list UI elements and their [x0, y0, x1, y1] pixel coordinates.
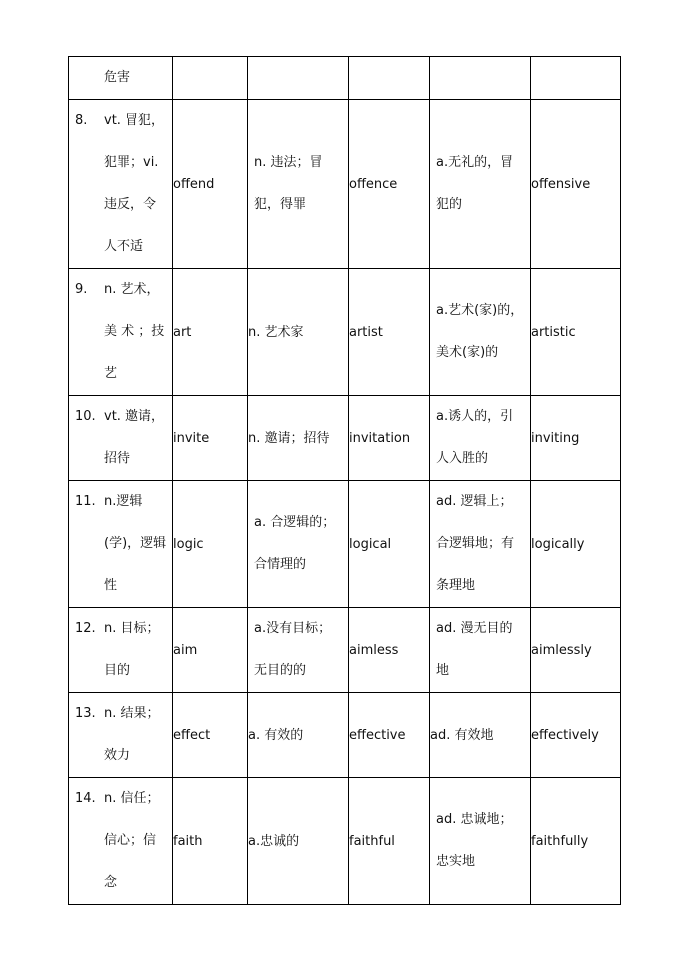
adj-adv-meaning-cell	[430, 396, 531, 481]
word-cell: faith	[173, 778, 248, 905]
derived-meaning-cell	[248, 57, 349, 100]
row-number: 8.	[75, 113, 88, 128]
adj-adv-word-cell: effectively	[531, 693, 621, 778]
table-row	[69, 608, 621, 693]
adj-adv-word-cell: offensive	[531, 100, 621, 269]
row-number: 9.	[75, 282, 88, 297]
adj-adv-meaning-cell	[430, 269, 531, 396]
adj-adv-meaning-text: a.无礼的，冒犯的	[436, 155, 514, 212]
meaning-cell	[69, 481, 173, 608]
derived-word-cell: offence	[349, 100, 430, 269]
table-row	[69, 269, 621, 396]
adj-adv-word-cell	[531, 57, 621, 100]
meaning-text: vt. 邀请，招待	[104, 409, 165, 466]
row-number: 10.	[75, 409, 96, 424]
adj-adv-meaning-cell	[430, 481, 531, 608]
meaning-cell	[69, 778, 173, 905]
meaning-cell	[69, 57, 173, 100]
table-row-continuation	[69, 57, 621, 100]
meaning-cell	[69, 693, 173, 778]
meaning-text: 危害	[104, 70, 131, 85]
derived-meaning-cell: n. 艺术家	[248, 269, 349, 396]
adj-adv-word-cell: logically	[531, 481, 621, 608]
adj-adv-word-cell: faithfully	[531, 778, 621, 905]
derived-meaning-cell	[248, 481, 349, 608]
row-number: 12.	[75, 621, 96, 636]
derived-meaning-cell	[248, 608, 349, 693]
derived-meaning-text: a. 合逻辑的；合情理的	[254, 515, 336, 572]
table-row	[69, 100, 621, 269]
derived-word-cell: logical	[349, 481, 430, 608]
adj-adv-meaning-text: a.诱人的，引人入胜的	[436, 409, 514, 466]
derived-word-cell: aimless	[349, 608, 430, 693]
adj-adv-word-cell: aimlessly	[531, 608, 621, 693]
adj-adv-meaning-cell: ad. 有效地	[430, 693, 531, 778]
word-cell: invite	[173, 396, 248, 481]
row-number: 11.	[75, 494, 96, 509]
meaning-text: n. 艺术，美 术 ；技艺	[104, 282, 165, 381]
adj-adv-meaning-text: ad. 漫无目的地	[436, 621, 513, 678]
derived-word-cell: faithful	[349, 778, 430, 905]
derived-meaning-text: a.没有目标；无目的的	[254, 621, 332, 678]
derived-meaning-cell: a.忠诚的	[248, 778, 349, 905]
table-row	[69, 396, 621, 481]
table-row	[69, 481, 621, 608]
adj-adv-word-cell: inviting	[531, 396, 621, 481]
meaning-text: n. 结果；效力	[104, 706, 160, 763]
table-row	[69, 778, 621, 905]
meaning-cell	[69, 396, 173, 481]
meaning-cell	[69, 100, 173, 269]
adj-adv-word-cell: artistic	[531, 269, 621, 396]
derived-word-cell: artist	[349, 269, 430, 396]
derived-meaning-cell: n. 邀请；招待	[248, 396, 349, 481]
meaning-text: vt. 冒犯，犯罪；vi. 违反，令人不适	[104, 113, 165, 254]
row-number: 14.	[75, 791, 96, 806]
derived-word-cell: effective	[349, 693, 430, 778]
word-cell: effect	[173, 693, 248, 778]
meaning-text: n.逻辑(学)，逻辑性	[104, 494, 167, 593]
meaning-cell	[69, 608, 173, 693]
word-cell: offend	[173, 100, 248, 269]
derived-word-cell	[349, 57, 430, 100]
derived-meaning-cell: a. 有效的	[248, 693, 349, 778]
derived-meaning-text: n. 违法；冒犯，得罪	[254, 155, 323, 212]
adj-adv-meaning-cell	[430, 778, 531, 905]
adj-adv-meaning-cell	[430, 57, 531, 100]
adj-adv-meaning-cell	[430, 608, 531, 693]
meaning-cell	[69, 269, 173, 396]
word-cell: aim	[173, 608, 248, 693]
meaning-text: n. 目标；目的	[104, 621, 160, 678]
adj-adv-meaning-cell	[430, 100, 531, 269]
adj-adv-meaning-text: a.艺术(家)的，美术(家)的	[436, 303, 524, 360]
adj-adv-meaning-text: ad. 逻辑上；合逻辑地；有条理地	[436, 494, 515, 593]
derived-word-cell: invitation	[349, 396, 430, 481]
vocabulary-table	[68, 56, 621, 905]
derived-meaning-cell	[248, 100, 349, 269]
meaning-text: n. 信任；信心；信念	[104, 791, 160, 890]
row-number: 13.	[75, 706, 96, 721]
adj-adv-meaning-text: ad. 忠诚地；忠实地	[436, 812, 513, 869]
word-cell: art	[173, 269, 248, 396]
table-row	[69, 693, 621, 778]
word-cell: logic	[173, 481, 248, 608]
word-cell	[173, 57, 248, 100]
